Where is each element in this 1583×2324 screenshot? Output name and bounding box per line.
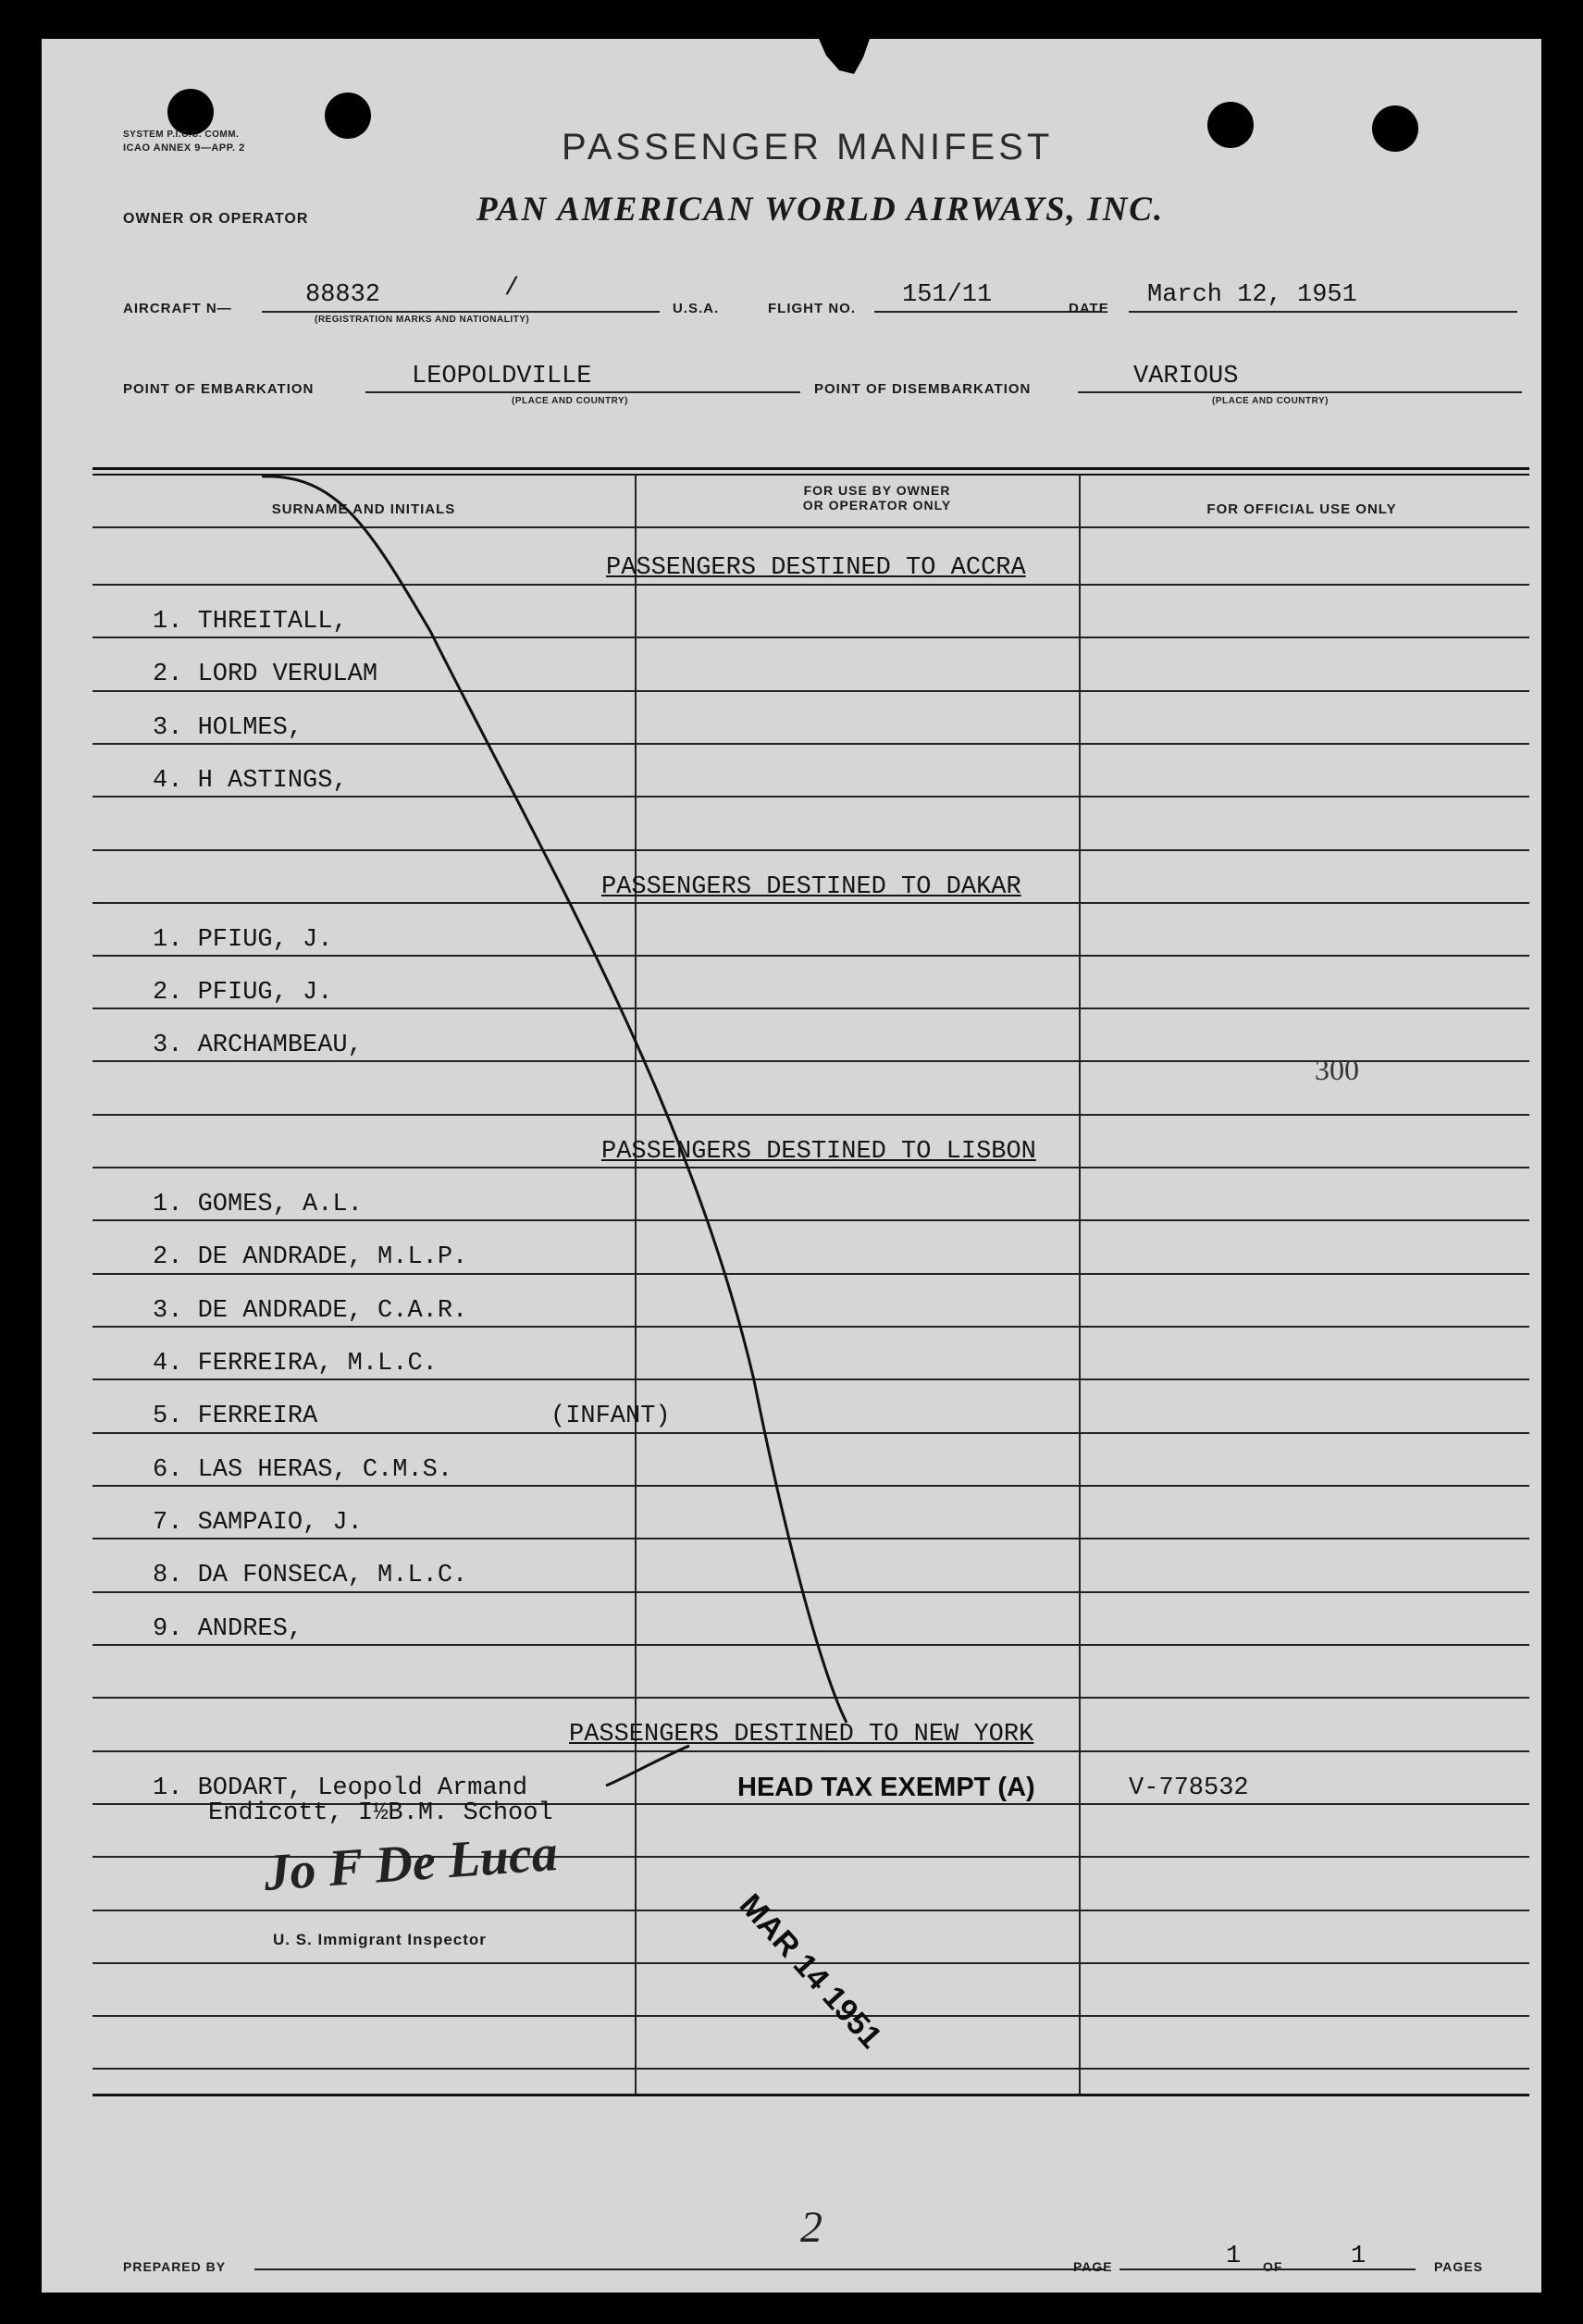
- passenger-name: 2. PFIUG, J.: [153, 979, 333, 1007]
- passenger-name: 5. FERREIRA: [153, 1403, 318, 1430]
- flight-number: 151/11: [902, 281, 993, 309]
- page-title: PASSENGER MANIFEST: [562, 127, 1054, 167]
- manifest-sheet: [42, 39, 1541, 2293]
- official-column-header: FOR OFFICIAL USE ONLY: [1206, 501, 1397, 517]
- date-stamp: MAR 14 1951: [732, 1887, 889, 2056]
- surname-column-header: SURNAME AND INITIALS: [271, 501, 456, 517]
- passenger-name: 4. H ASTINGS,: [153, 767, 348, 795]
- top-notch: [819, 39, 870, 74]
- section-heading-dakar: PASSENGERS DESTINED TO DAKAR: [601, 873, 1021, 901]
- passenger-name: 1. GOMES, A.L.: [153, 1191, 363, 1218]
- embarkation-value: LEOPOLDVILLE: [412, 363, 592, 390]
- passenger-name: 1. PFIUG, J.: [153, 926, 333, 954]
- operator-name: PAN AMERICAN WORLD AIRWAYS, INC.: [476, 191, 1165, 229]
- embarkation-label: POINT OF EMBARKATION: [123, 381, 315, 397]
- section-heading-new-york: PASSENGERS DESTINED TO NEW YORK: [569, 1721, 1034, 1749]
- passenger-address: Endicott, I½B.M. School: [208, 1799, 553, 1827]
- passenger-name: 8. DA FONSECA, M.L.C.: [153, 1562, 468, 1589]
- disembarkation-label: POINT OF DISEMBARKATION: [814, 381, 1032, 397]
- aircraft-number: 88832: [305, 281, 381, 309]
- passenger-name: 2. DE ANDRADE, M.L.P.: [153, 1243, 468, 1271]
- official-number: 300: [1315, 1053, 1359, 1086]
- aircraft-label: AIRCRAFT N—: [123, 301, 232, 316]
- pen-marks-overlay: [42, 39, 1541, 2293]
- section-heading-accra: PASSENGERS DESTINED TO ACCRA: [606, 554, 1026, 582]
- of-label: OF: [1263, 2259, 1283, 2274]
- passenger-name: 9. ANDRES,: [153, 1615, 303, 1643]
- pages-label: PAGES: [1434, 2259, 1483, 2274]
- passenger-name: 3. ARCHAMBEAU,: [153, 1032, 363, 1059]
- aircraft-mark: /: [504, 275, 520, 303]
- check-mark: [606, 1746, 689, 1786]
- flight-label: FLIGHT NO.: [768, 301, 856, 316]
- prepared-by-label: PREPARED BY: [123, 2259, 227, 2274]
- page-mark: 2: [800, 2203, 822, 2252]
- owner-label: OWNER OR OPERATOR: [123, 211, 309, 227]
- page-number: 1: [1226, 2243, 1242, 2270]
- head-tax-stamp: HEAD TAX EXEMPT (A): [737, 1773, 1035, 1802]
- embark-place-caption: (PLACE AND COUNTRY): [512, 396, 628, 406]
- visa-number: V-778532: [1129, 1774, 1249, 1802]
- form-reference-line-1: SYSTEM P.I.C.C. COMM.: [123, 130, 240, 140]
- infant-note: (INFANT): [550, 1403, 671, 1430]
- section-heading-lisbon: PASSENGERS DESTINED TO LISBON: [601, 1138, 1036, 1166]
- owner-column-header-1: FOR USE BY OWNER: [803, 483, 951, 498]
- passenger-name: 6. LAS HERAS, C.M.S.: [153, 1456, 453, 1484]
- passenger-name: 3. DE ANDRADE, C.A.R.: [153, 1297, 468, 1325]
- flight-date: March 12, 1951: [1147, 281, 1357, 309]
- passenger-name: 4. FERREIRA, M.L.C.: [153, 1350, 438, 1378]
- passenger-name: 3. HOLMES,: [153, 714, 303, 742]
- form-reference-line-2: ICAO ANNEX 9—APP. 2: [123, 142, 245, 154]
- passenger-name: 1. THREITALL,: [153, 608, 348, 636]
- page-label: PAGE: [1073, 2259, 1113, 2274]
- disembark-place-caption: (PLACE AND COUNTRY): [1212, 396, 1329, 406]
- owner-column-header-2: OR OPERATOR ONLY: [802, 498, 952, 513]
- passenger-name: 2. LORD VERULAM: [153, 661, 378, 688]
- date-label: DATE: [1069, 301, 1109, 316]
- disembarkation-value: VARIOUS: [1133, 363, 1239, 390]
- inspector-signature: Jo F De Luca: [262, 1823, 560, 1903]
- pen-stroke: [262, 476, 847, 1723]
- usa-label: U.S.A.: [673, 301, 720, 316]
- passenger-name: 1. BODART, Leopold Armand: [153, 1774, 528, 1802]
- pages-total: 1: [1351, 2243, 1367, 2270]
- inspector-title: U. S. Immigrant Inspector: [273, 1931, 487, 1948]
- registration-caption: (REGISTRATION MARKS AND NATIONALITY): [315, 315, 530, 325]
- passenger-name: 7. SAMPAIO, J.: [153, 1509, 363, 1537]
